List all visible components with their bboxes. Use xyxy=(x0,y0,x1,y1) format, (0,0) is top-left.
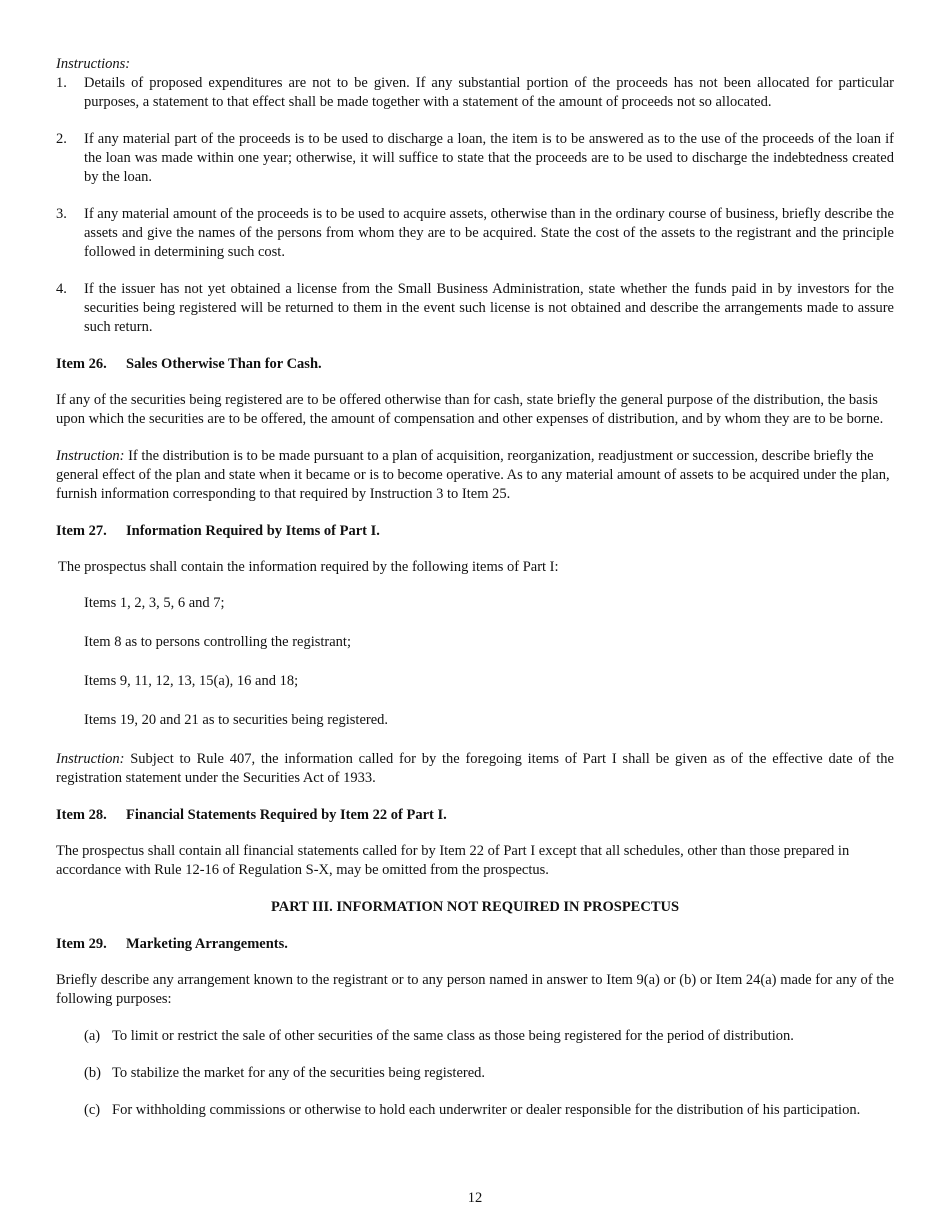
instruction-text: Details of proposed expenditures are not to be given. If any substantial portion of the proceeds has not been allocated for particular purposes, a statement to that effect shall be made together with a statement of the amount of proceeds not so allocated. xyxy=(84,75,894,110)
list-item: Items 9, 11, 12, 13, 15(a), 16 and 18; xyxy=(84,673,299,689)
item-27-list xyxy=(56,594,894,730)
item-27-intro: The prospectus shall contain the information required by the following items of Part I: xyxy=(58,559,559,575)
instruction-number: 4. xyxy=(56,281,67,297)
list-letter: (c) xyxy=(84,1102,101,1118)
item-27-instruction xyxy=(56,750,894,788)
list-text: To limit or restrict the sale of other securities of the same class as those being registered for the period of distribution. xyxy=(112,1028,794,1044)
list-letter: (a) xyxy=(84,1028,101,1044)
item-26-heading xyxy=(56,355,894,374)
item-26-instruction xyxy=(56,447,894,504)
item-29-body: Briefly describe any arrangement known to the registrant or to any person named in answer to Item 9(a) or (b) or Item 24(a) made for any of the following purposes: xyxy=(56,972,894,1007)
instruction-text: If any material part of the proceeds is to be used to discharge a loan, the item is to be answered as to the use of the proceeds of the loan if the loan was made within one year; otherwise, it will suffice to state that the proceeds are to be used to discharge the indebtedness created by the loan. xyxy=(84,131,894,185)
instruction-number: 2. xyxy=(56,131,67,147)
instruction-text: If any material amount of the proceeds is to be used to acquire assets, otherwise than in the ordinary course of business, briefly describe the assets and give the names of the persons from whom they are to be acquired. State the cost of the assets to the registrant and the principle followed in determining such cost. xyxy=(84,206,894,260)
item-27-instruction-label: Instruction: xyxy=(56,751,125,767)
list-text: To stabilize the market for any of the securities being registered. xyxy=(112,1065,486,1081)
item-28-title: Financial Statements Required by Item 22 of Part I. xyxy=(126,807,447,823)
item-29-heading xyxy=(56,935,894,954)
instruction-item-3 xyxy=(56,205,894,262)
list-text: For withholding commissions or otherwise to hold each underwriter or dealer responsible for the distribution of his participation. xyxy=(112,1102,861,1118)
item-28-body: The prospectus shall contain all financial statements called for by Item 22 of Part I except that all schedules, other than those prepared in accordance with Rule 12-16 of Regulation S-X, may be omitted from the prospectus. xyxy=(56,843,850,878)
instruction-text: If the issuer has not yet obtained a license from the Small Business Administration, state whether the funds paid in by investors for the securities being registered will be returned to them in the event such license is not obtained and describe the arrangements made to assure such return. xyxy=(84,281,894,335)
list-item: Items 1, 2, 3, 5, 6 and 7; xyxy=(84,595,225,611)
item-26-body: If any of the securities being registered are to be offered otherwise than for cash, state briefly the general purpose of the distribution, the basis upon which the securities are to be offered, the amount of compensation and other expenses of distribution, and by whom they are to be borne. xyxy=(56,392,884,427)
item-29-number: Item 29. xyxy=(56,936,107,952)
list-item: Item 8 as to persons controlling the registrant; xyxy=(84,634,351,650)
item-29-list-item-a xyxy=(56,1027,894,1046)
instructions-label: Instructions: xyxy=(56,56,131,72)
item-27-heading xyxy=(56,522,894,541)
item-28-heading xyxy=(56,806,894,825)
item-29-list-item-b xyxy=(56,1064,894,1083)
item-26-number: Item 26. xyxy=(56,356,107,372)
part-3-title: PART III. INFORMATION NOT REQUIRED IN PROSPECTUS xyxy=(270,899,680,915)
item-27-number: Item 27. xyxy=(56,523,107,539)
instruction-number: 3. xyxy=(56,206,67,222)
item-28-number: Item 28. xyxy=(56,807,107,823)
instruction-item-2 xyxy=(56,130,894,187)
instruction-item-1 xyxy=(56,74,894,112)
page-number: 12 xyxy=(467,1190,483,1206)
list-letter: (b) xyxy=(84,1065,101,1081)
item-26-title: Sales Otherwise Than for Cash. xyxy=(126,356,322,372)
instruction-item-4 xyxy=(56,280,894,337)
item-26-instruction-text: If the distribution is to be made pursuant to a plan of acquisition, reorganization, readjustment or succession, describe briefly the general effect of the plan and state when it became or is to become operative. As to any material amount of assets to be acquired under the plan, furnish information corresponding to that required by Instruction 3 to Item 25. xyxy=(56,448,890,502)
item-29-list-item-c xyxy=(56,1101,894,1120)
list-item: Items 19, 20 and 21 as to securities being registered. xyxy=(84,712,389,728)
instruction-number: 1. xyxy=(56,75,67,91)
item-27-instruction-text: Subject to Rule 407, the information called for by the foregoing items of Part I shall be given as of the effective date of the registration statement under the Securities Act of 1933. xyxy=(56,751,894,786)
item-26-instruction-label: Instruction: xyxy=(56,448,125,464)
item-29-title: Marketing Arrangements. xyxy=(126,936,288,952)
item-27-title: Information Required by Items of Part I. xyxy=(126,523,380,539)
document-page xyxy=(56,55,894,1138)
